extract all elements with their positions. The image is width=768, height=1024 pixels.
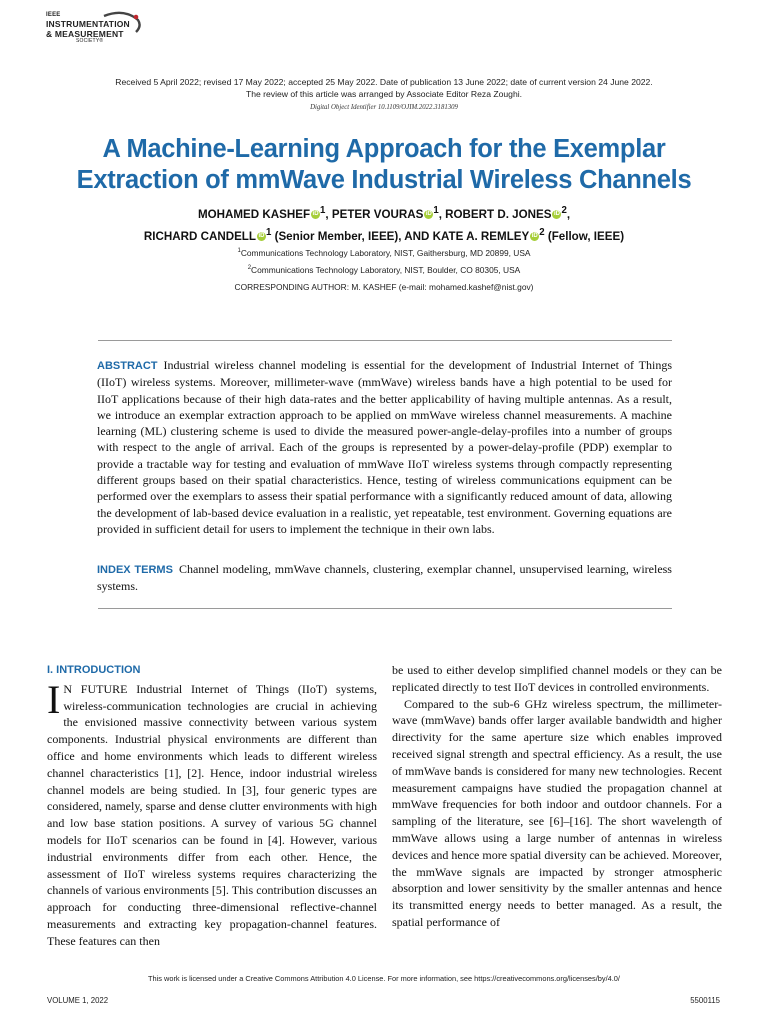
affiliation-2-text: Communications Technology Laboratory, NIST, Boulder, CO 80305, USA — [251, 265, 521, 275]
volume-label: VOLUME 1, 2022 — [47, 996, 109, 1005]
logo-instrumentation: INSTRUMENTATION — [46, 19, 130, 29]
author-remley: (Senior Member, IEEE), AND KATE A. REMLEY — [271, 229, 530, 243]
logo-measurement: & MEASUREMENT — [46, 29, 124, 39]
affil-marker: 1 — [433, 205, 439, 216]
title-line-1: A Machine-Learning Approach for the Exemplar — [102, 135, 666, 163]
affil-marker: 2 — [539, 226, 545, 238]
section-heading: I. INTRODUCTION — [47, 664, 141, 676]
column-right — [392, 662, 722, 931]
paper-title — [40, 134, 728, 196]
orcid-icon[interactable]: iD — [553, 210, 560, 217]
intro-paragraph-continued: be used to either develop simplified channel models or they can be replicated directly to test IIoT devices in controlled environments. — [392, 663, 722, 694]
divider-top — [98, 340, 672, 341]
affiliation-1-text: Communications Technology Laboratory, NIST, Gaithersburg, MD 20899, USA — [240, 248, 531, 258]
author-vouras: , PETER VOURAS — [325, 207, 424, 221]
author-candell: RICHARD CANDELL — [143, 229, 256, 243]
orcid-icon[interactable]: iD — [425, 210, 432, 217]
title-line-2: Extraction of mmWave Industrial Wireless Channels — [76, 166, 692, 194]
page-number: 5500115 — [690, 996, 720, 1005]
author-separator: , — [566, 207, 571, 221]
abstract-label: ABSTRACT — [97, 360, 158, 372]
intro-paragraph-2: Compared to the sub-6 GHz wireless spectrum, the millimeter-wave (mmWave) bands offer larger available bandwidth and higher directivity for the same aperture size which enables improved received signal strength and spectral efficiency. As a result, the use of mmWave bands is considered for many new technologies. Recent measurement campaigns have studied the propagation channel at mmWave frequencies for both indoor and outdoor channels. For a sampling of the literature, see [6]–[16]. The short wavelength of mmWave allows using a large number of antennas in wireless devices and hence more spatial diversity can be achieved. Moreover, the mmWave signals are impacted by stronger atmospheric absorption and lower sensitivity by the smaller antennas and hence its transmitted energy needs to better managed. As a result, the spatial performance of — [392, 696, 722, 929]
divider-bottom — [98, 608, 672, 609]
affil-marker: 1 — [265, 226, 272, 238]
index-terms-label: INDEX TERMS — [97, 564, 173, 576]
authors-line-1 — [30, 202, 738, 224]
index-terms-text: Channel modeling, mmWave channels, clustering, exemplar channel, unsupervised learning, wireless systems. — [97, 562, 672, 594]
abstract — [97, 357, 672, 537]
author-list — [30, 202, 738, 246]
author-jones: , ROBERT D. JONES — [438, 207, 552, 221]
orcid-icon[interactable]: iD — [531, 232, 538, 239]
author-kashef: MOHAMED KASHEF — [197, 207, 311, 221]
doi: Digital Object Identifier 10.1109/OJIM.2022.3181309 — [310, 104, 458, 111]
drop-cap: I — [47, 676, 61, 722]
affiliation-1 — [0, 248, 768, 258]
society-logo — [46, 10, 146, 46]
logo-ieee: IEEE — [46, 12, 61, 18]
publication-dates — [0, 76, 768, 100]
affil-marker: 2 — [561, 205, 567, 216]
author-remley-note: (Fellow, IEEE) — [544, 229, 625, 243]
dates-line-2: The review of this article was arranged by Associate Editor Reza Zoughi. — [245, 89, 523, 99]
orcid-icon[interactable]: iD — [312, 210, 319, 217]
intro-paragraph-1 — [47, 676, 377, 950]
abstract-text: Industrial wireless channel modeling is essential for the development of Industrial Internet of Things (IIoT) wireless systems. Moreover, millimeter-wave (mmWave) wireless bands have a high potential to be used for IIoT applications because of their high data-rates and the better applicability of having multiple antennas. As a result, we introduce an exemplar extraction approach to be applied on mmWave wireless channel measurements. A machine learning (ML) clustering scheme is used to divide the measured power-angle-delay-profiles into a number of groups with respect to the angle of arrival. Each of the groups is represented by a power-delay-profile (PDP) exemplar to provide a tractable way for testing and evaluation of mmWave IIoT wireless systems through compactly representing different groups based on their spatial characteristics. Hence, testing of wireless communications equipment can be performed over the exemplars to assess their spatial performance with a significantly reduced amount of data, allowing the development of lab-based device evaluation in a realistic, yet repeatable, test environment. Governing equations are provided in sufficient detail for users to implement the technique in their own labs. — [97, 358, 672, 536]
license-notice: This work is licensed under a Creative Commons Attribution 4.0 License. For more information, see https://creativecommons.org/licenses/by/4.0/ — [148, 974, 620, 983]
orcid-icon[interactable]: iD — [258, 232, 265, 239]
dates-line-1: Received 5 April 2022; revised 17 May 2022; accepted 25 May 2022. Date of publication 13 June 2022; date of current version 24 June 2022. — [115, 77, 653, 87]
affil-marker: 1 — [237, 248, 241, 255]
corresponding-author: CORRESPONDING AUTHOR: M. KASHEF (e-mail: mohamed.kashef@nist.gov) — [234, 282, 534, 292]
affiliation-2 — [0, 265, 768, 275]
index-terms — [97, 561, 672, 595]
authors-line-2 — [30, 224, 738, 246]
intro-left-text: N FUTURE Industrial Internet of Things (IIoT) systems, wireless-communication technologies are crucial in achieving the envisioned massive connectivity between various system components. Industrial physical environments are different than office and home environments which leads to different wireless channel characteristics [1], [2]. Hence, indoor industrial wireless channel models are being studied. In [3], four generic types are considered, namely, sparse and dense clutter environments with high and low base station positions. A survey of various 5G channel models for IIoT scenarios can be found in [4]. However, various industrial environments differ from each other. Hence, the assessment of IIoT wireless systems requires characterizing the channels of various environments [5]. This contribution discusses an approach for conducting three-dimensional reflective-channel measurements and extracting key propagation-channel features. These features can then — [47, 681, 377, 948]
column-left — [47, 662, 377, 950]
affil-marker: 2 — [247, 265, 252, 272]
logo-society: SOCIETY® — [76, 38, 104, 44]
affil-marker: 1 — [320, 205, 326, 216]
